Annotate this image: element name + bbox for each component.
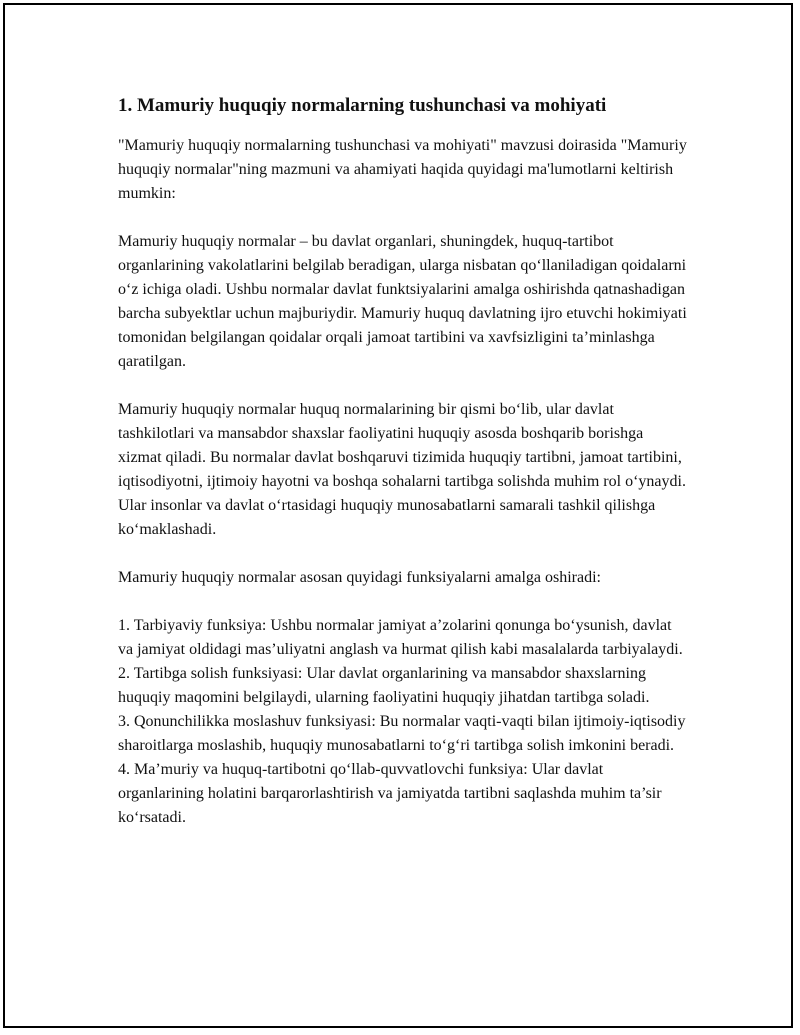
function-item: 3. Qonunchilikka moslashuv funksiyasi: Bu normalar vaqti-vaqti bilan ijtimoiy-iqtisodiy sharoitlarga moslashib, huquqiy munosabatlarni to‘g‘ri tartibga solish imkonini beradi.: [118, 713, 686, 754]
paragraph-gap: [118, 590, 690, 614]
definition-paragraph: Mamuriy huquqiy normalar – bu davlat organlari, shuningdek, huquq-tartibot organlarining vakolatlarini belgilab beradigan, ularga nisbatan qo‘llaniladigan qoidalarni o‘z ichiga oladi. Ushbu normalar davlat funktsiyalarini amalga oshirishda qatnashadigan barcha subyektlar uchun majburiydir. Mamuriy huquq davlatning ijro etuvchi hokimiyati tomonidan belgilangan qoidalar orqali jamoat tartibini va xavfsizligini ta’minlashga qaratilgan.: [118, 233, 687, 370]
function-item: 4. Ma’muriy va huquq-tartibotni qo‘llab-quvvatlovchi funksiya: Ular davlat organlarining holatini barqarorlashtirish va jamiyatda tartibni saqlashda muhim ta’sir ko‘rsatadi.: [118, 761, 662, 826]
paragraph-gap: [118, 206, 690, 230]
document-title: 1. Mamuriy huquqiy normalarning tushunchasi va mohiyati: [118, 95, 607, 116]
role-paragraph: Mamuriy huquqiy normalar huquq normalarining bir qismi bo‘lib, ular davlat tashkilotlari va mansabdor shaxslar faoliyatini huquqiy asosda boshqarib borishga xizmat qiladi. Bu normalar davlat boshqaruvi tizimida huquqiy tartibni, jamoat tartibini, iqtisodiyotni, ijtimoiy hayotni va boshqa sohalarni tartibga solishda muhim rol o‘ynaydi. Ular insonlar va davlat o‘rtasidagi huquqiy munosabatlarni samarali tashkil qilishga ko‘maklashadi.: [118, 401, 686, 538]
document-body: [118, 92, 690, 830]
paragraph-gap: [118, 374, 690, 398]
paragraph-gap: [118, 542, 690, 566]
intro-paragraph: "Mamuriy huquqiy normalarning tushunchasi va mohiyati" mavzusi doirasida "Mamuriy huquqiy normalar"ning mazmuni va ahamiyati haqida quyidagi ma'lumotlarni keltirish mumkin:: [118, 137, 687, 202]
function-item: 2. Tartibga solish funksiyasi: Ular davlat organlarining va mansabdor shaxslarning huquqiy maqomini belgilaydi, ularning faoliyatini huquqiy jihatdan tartibga soladi.: [118, 665, 650, 706]
function-item: 1. Tarbiyaviy funksiya: Ushbu normalar jamiyat a’zolarini qonunga bo‘ysunish, davlat va jamiyat oldidagi mas’uliyatni anglash va hurmat qilish kabi masalalarda tarbiyalaydi.: [118, 617, 683, 658]
functions-intro-paragraph: Mamuriy huquqiy normalar asosan quyidagi funksiyalarni amalga oshiradi:: [118, 569, 601, 586]
